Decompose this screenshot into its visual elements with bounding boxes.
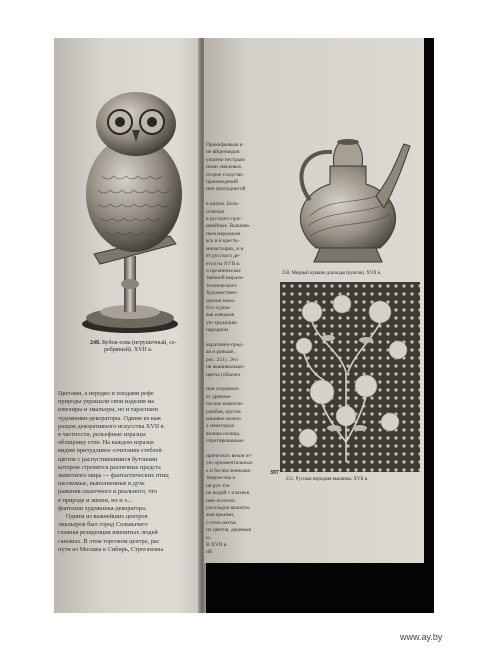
caption-248 [90, 340, 200, 354]
text-line: ражения сказочного и реального, что [58, 488, 158, 496]
text-line: х некоторых [206, 423, 235, 430]
text-line [206, 194, 272, 201]
page-number: 397 [270, 470, 279, 476]
text-line: ия рук эти [206, 482, 230, 489]
text-line: фантазии художника-декоратора. [58, 504, 147, 512]
text-line: Цветами, а нередко и плодами рефе [58, 390, 154, 397]
embroidery-illustration [280, 282, 420, 472]
text-line: ювелиры и эмальеры, но и тараспани [58, 406, 158, 414]
text-line: о этом шитье [206, 519, 237, 526]
text-line: рис. 251). Это [206, 356, 238, 363]
text-line: в природе и жизни, но и о... [58, 496, 133, 504]
text-line: твенной вырази- [206, 275, 245, 282]
text-line: в русского при- [206, 216, 242, 223]
text-line: ется на XVII в. [206, 260, 241, 267]
text-line: раскладов вышиты [206, 504, 250, 511]
text-line: о органическое [206, 267, 241, 274]
text-line [206, 379, 272, 386]
text-line: технического [206, 282, 237, 289]
text-line: ышивке можно [206, 416, 241, 423]
text-line: ими полотен [206, 497, 235, 504]
right-page [204, 38, 424, 563]
text-line: волика солнца, [206, 430, 241, 437]
text-line: ними эмалевых [206, 164, 242, 171]
text-line: их цветов, деревьев [206, 527, 252, 534]
text-line: Прокофьевым и [206, 142, 243, 148]
left-paragraph [58, 390, 202, 554]
text-line: ромбов, кругов [206, 408, 241, 415]
caption-text-line1: Кубок-сова (игрушечный, се- [102, 340, 177, 346]
text-line: произведений [206, 179, 238, 186]
owl-cup-illustration [72, 86, 197, 336]
caption-251-text: 251. Русская народная вышивка. XVII в. [286, 477, 369, 482]
text-line: ет древние [206, 393, 231, 400]
text-line: ы. [206, 534, 211, 541]
text-line: ние приподнятой [206, 186, 246, 193]
text-line: цветы (обычно [206, 371, 241, 378]
text-line [206, 446, 272, 453]
text-line: ая и раньше, [206, 349, 235, 356]
text-line: котором стремятся различные предста [58, 463, 161, 471]
text-line [206, 335, 272, 342]
text-line: их водой с платков [206, 490, 250, 497]
text-line: укшено пестрым [206, 156, 245, 163]
caption-251 [286, 476, 426, 483]
text-line: эмальеров был город Сольвычего [58, 521, 148, 529]
caption-text-line2: ребряный). XVII в. [104, 347, 153, 353]
text-line: е и бесчисленными [206, 467, 251, 474]
text-line: главная резиденция именитых людей [58, 529, 158, 537]
text-line: монастырях, и в [206, 245, 244, 252]
text-line: ет русского де- [206, 253, 241, 260]
text-line: ами яркими, [206, 512, 235, 519]
text-line: в шитье. Боль- [206, 201, 240, 208]
text-line: гановых. В этом торговом центре, рас [58, 537, 160, 545]
text-line: животного мира — фантастических птиц [58, 472, 169, 480]
text-line: видим причудливое сочетание стеблей [58, 447, 162, 455]
text-line: ую традицию [206, 319, 238, 326]
text-line: В XVII в. [206, 541, 228, 548]
text-line: ным народным [206, 230, 241, 237]
text-line: ческие компози- [206, 401, 244, 408]
text-line: художники-декораторы. Одним из важ [58, 414, 161, 422]
right-text-column [206, 142, 272, 557]
text-line: природы украшали свои изделия ма [58, 398, 155, 406]
caption-number: 248. [90, 340, 101, 346]
text-line: Одним из важнейших центров [66, 513, 148, 521]
text-line: вая изящная [206, 312, 235, 319]
text-line: ую орнаментальных [206, 460, 253, 467]
text-line: коративно-пред- [206, 341, 244, 348]
text-line: пути из Москвы в Сибирь, Строгановы [58, 545, 164, 553]
text-line: ась и в кресть- [206, 238, 240, 245]
text-line: творчества и [206, 475, 236, 482]
text-line: ния сохраняла [206, 386, 239, 393]
text-line: ий [206, 549, 212, 556]
text-line: ирических веков от- [206, 453, 253, 460]
text-line: ие вйценивдов [206, 149, 240, 156]
text-line: народном [206, 327, 229, 334]
text-line: разцов декоративного искусства XVII в. [58, 422, 166, 430]
text-line: облицовку стен. На каждом изразце [58, 439, 155, 447]
text-line: швейные. Вышива- [206, 223, 251, 230]
text-line: Художествен- [206, 290, 238, 297]
caption-250-text: 250. Медный кувшин для воды (кумган). XVII в. [282, 271, 382, 276]
watermark: www.ay.by [400, 632, 443, 642]
left-page [54, 38, 204, 613]
text-line: Его худож- [206, 304, 232, 311]
text-line: спретированные [206, 438, 244, 445]
book-photo [54, 38, 434, 613]
text-line: дерево назы- [206, 297, 236, 304]
text-line: ия вышивальщи- [206, 364, 245, 371]
text-line: отмечал [206, 208, 225, 215]
text-line: в частности, рельефные изразцы [58, 431, 146, 439]
copper-jug-illustration [280, 136, 416, 268]
text-line: оторое сходство [206, 171, 243, 178]
caption-250 [282, 270, 422, 277]
text-line: цветов с распустившимися бутонами [58, 455, 158, 463]
text-line: насекомые, выполненные в духе [58, 480, 145, 488]
